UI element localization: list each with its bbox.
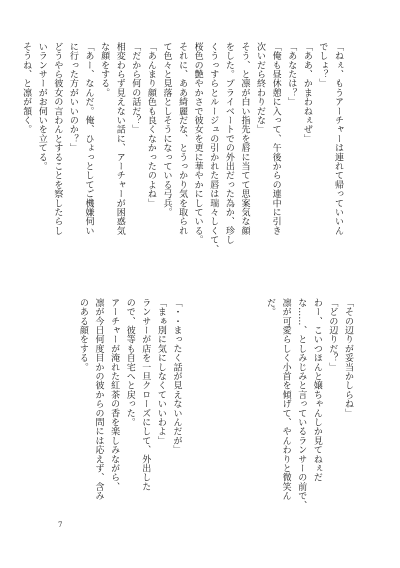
bottom-block-line: アーチャーが淹れた紅茶の香を楽しみながら、	[109, 298, 120, 492]
bottom-block-line: な……、としみじみと言っているランサーの前で、	[296, 298, 307, 510]
top-block-line: をした。プライベートでの外出だった為か、珍し	[223, 42, 234, 245]
bottom-block-line: のある顔をする。	[77, 298, 88, 372]
top-block-line: 次いだら終わりだな」	[255, 42, 266, 134]
top-block-line: どうやら彼女の言わんとすることを察したらし	[52, 42, 63, 236]
bottom-block-line: 「どの辺りだ？」	[327, 298, 338, 372]
bottom-block-line	[215, 298, 231, 538]
top-block-line: それに、ああ綺麗だな、とうっかり気を取られ	[177, 42, 188, 236]
top-block-line: そう、と凛が白い指先を唇に当てて思案気な顔	[239, 42, 250, 236]
top-block-line: でしょ？」	[317, 42, 328, 88]
bottom-block-line: ランサーが店を一旦クローズにして、外出した	[140, 298, 151, 492]
top-block-line: 「俺も昼休憩に入って、午後からの連中に引き	[270, 42, 281, 236]
top-block-line: そうね、と凛が頷く。	[21, 42, 32, 134]
bottom-block-line: 「・・まったく話が見えないんだが」	[171, 298, 182, 455]
bottom-block-line	[230, 298, 246, 538]
top-block-line: 「だから何の話だ？」	[130, 42, 141, 134]
top-block-line: 「ねぇ、もうアーチャーは連れて帰っていいん	[333, 42, 343, 236]
bottom-block-line: わー、こいつほんと嬢ちゃんしか見てねぇだ	[311, 298, 322, 482]
top-block-line: 桜色の艶やかさで彼女を更に華やかにしている。	[192, 42, 203, 245]
top-block-line: いランサーがお伺いを立てる。	[36, 42, 47, 171]
bottom-block-line: ので、彼等も自宅へと戻った。	[124, 298, 135, 427]
top-block-line: て色々と見落としそうになっている弓兵。	[161, 42, 172, 217]
bottom-block-line: 「まぁ別に気にしなくていいわよ」	[155, 298, 166, 446]
top-block-line: 相変わらず見えない話に、アーチャーが困惑気	[114, 42, 125, 236]
text-block-bottom	[74, 298, 355, 538]
bottom-block-line: だ。	[265, 298, 276, 317]
bottom-block-line	[246, 298, 262, 538]
top-block-line: 「あなたは？」	[286, 42, 297, 107]
top-block-line: な顔をする。	[99, 42, 110, 98]
top-block-line: 「あんまり顔色も良くなかったのよね」	[145, 42, 156, 208]
bottom-block-line	[183, 298, 199, 538]
bottom-block-line	[199, 298, 215, 538]
top-block-line: に行った方がいいのか？」	[67, 42, 78, 153]
top-block-line: くうっすらとルージュの引かれた唇は瑞々しくて、	[208, 42, 219, 254]
top-block-line: 「ああ、かまわねぇぜ」	[301, 42, 312, 144]
top-block-line: 「あー、なんだ。俺、ひょっとしてご機嫌伺い	[83, 42, 94, 236]
bottom-block-line: 「その辺りが妥当かしらね」	[343, 298, 353, 418]
bottom-block-line: 凛が今日何度目かの彼からの問には応えず、含み	[93, 298, 104, 501]
text-block-top	[18, 42, 345, 272]
page-number: 7	[58, 521, 63, 529]
bottom-block-line: 凛が可愛らしく小首を傾げて、やんわりと微笑ん	[280, 298, 291, 501]
